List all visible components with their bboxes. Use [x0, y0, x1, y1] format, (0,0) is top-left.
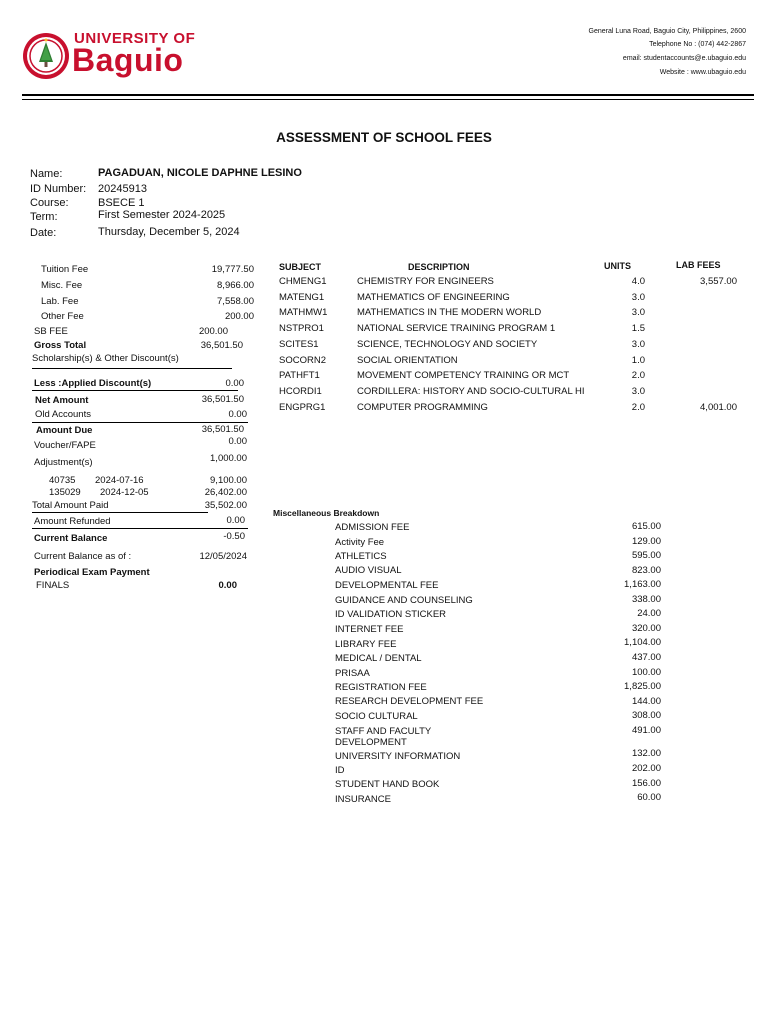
misc-item-label: RESEARCH DEVELOPMENT FEE	[335, 696, 484, 707]
less-discount-value: 0.00	[225, 378, 244, 389]
misc-item-amount: 144.00	[631, 696, 661, 707]
balance-asof-label: Current Balance as of :	[34, 551, 132, 562]
subject-units: 2.0	[631, 370, 645, 381]
old-accounts-label: Old Accounts	[35, 409, 91, 420]
misc-item-amount: 308.00	[631, 710, 661, 721]
payment-date: 2024-07-16	[95, 475, 144, 486]
gross-value: 36,501.50	[200, 340, 243, 351]
divider	[32, 528, 248, 529]
description-header: DESCRIPTION	[408, 262, 470, 272]
subject-units: 3.0	[631, 307, 645, 318]
telephone-text: Telephone No : (074) 442-2867	[649, 41, 746, 48]
divider	[32, 368, 232, 369]
header-divider	[22, 94, 754, 96]
subject-code: ENGPRG1	[279, 402, 326, 413]
document-title: ASSESSMENT OF SCHOOL FEES	[276, 130, 492, 145]
total-paid-label: Total Amount Paid	[32, 500, 109, 511]
payment-amount: 26,402.00	[204, 487, 247, 498]
current-balance-value: -0.50	[223, 531, 245, 542]
payment-ref: 135029	[49, 487, 81, 498]
lab-label: Lab. Fee	[41, 296, 79, 307]
misc-item-amount: 132.00	[631, 748, 661, 759]
periodical-label: Periodical Exam Payment	[34, 567, 150, 578]
misc-item-amount: 823.00	[631, 565, 661, 576]
subject-units: 3.0	[631, 339, 645, 350]
date-label: Date:	[30, 227, 57, 239]
adjustment-value: 1,000.00	[210, 453, 247, 464]
misc-item-label: DEVELOPMENTAL FEE	[335, 580, 439, 591]
misc-item-label: STAFF AND FACULTY DEVELOPMENT	[335, 726, 432, 748]
subject-description: SCIENCE, TECHNOLOGY AND SOCIETY	[357, 339, 538, 350]
misc-item-label: ID	[335, 765, 345, 776]
other-value: 200.00	[224, 311, 254, 322]
subject-description: MOVEMENT COMPETENCY TRAINING OR MCT	[357, 370, 570, 381]
misc-label: Misc. Fee	[41, 280, 83, 291]
university-seal-logo	[22, 32, 70, 80]
voucher-value: 0.00	[228, 436, 247, 447]
refunded-value: 0.00	[226, 515, 245, 526]
id-label: ID Number:	[30, 183, 87, 195]
subject-units: 1.5	[631, 323, 645, 334]
payment-ref: 40735	[49, 475, 76, 486]
website-text: Website : www.ubaguio.edu	[659, 69, 746, 76]
subject-code: MATENG1	[279, 292, 325, 303]
misc-item-amount: 320.00	[631, 623, 661, 634]
subject-header: SUBJECT	[279, 262, 322, 272]
misc-item-label: INTERNET FEE	[335, 624, 404, 635]
student-name: PAGADUAN, NICOLE DAPHNE LESINO	[98, 167, 302, 179]
current-balance-label: Current Balance	[34, 533, 108, 544]
misc-item-label: AUDIO VISUAL	[335, 565, 402, 576]
misc-item-amount: 1,163.00	[624, 579, 661, 590]
student-id: 20245913	[98, 183, 147, 195]
gross-label: Gross Total	[34, 340, 87, 351]
misc-item-label: ATHLETICS	[335, 551, 387, 562]
subject-units: 3.0	[631, 386, 645, 397]
subject-code: CHMENG1	[279, 276, 327, 287]
misc-item-amount: 24.00	[637, 608, 661, 619]
misc-item-amount: 129.00	[631, 536, 661, 547]
subject-units: 2.0	[631, 402, 645, 413]
lab-fees-header: LAB FEES	[676, 260, 721, 270]
finals-value: 0.00	[218, 580, 237, 591]
tuition-label: Tuition Fee	[41, 264, 89, 275]
divider	[32, 422, 248, 423]
misc-item-amount: 60.00	[637, 792, 661, 803]
divider	[32, 512, 208, 513]
misc-item-label: ID VALIDATION STICKER	[335, 609, 447, 620]
subject-units: 4.0	[631, 276, 645, 287]
student-term: First Semester 2024-2025	[98, 209, 226, 221]
university-name: Baguio	[72, 42, 184, 78]
subject-code: PATHFT1	[279, 370, 320, 381]
divider	[32, 390, 238, 391]
net-label: Net Amount	[35, 395, 89, 406]
other-label: Other Fee	[41, 311, 84, 322]
misc-item-label: SOCIO CULTURAL	[335, 711, 418, 722]
misc-item-amount: 338.00	[631, 594, 661, 605]
subject-description: MATHEMATICS OF ENGINEERING	[357, 292, 510, 303]
units-header: UNITS	[604, 261, 631, 271]
misc-item-label: Activity Fee	[335, 537, 385, 548]
subject-description: CORDILLERA: HISTORY AND SOCIO-CULTURAL HI	[357, 386, 585, 397]
university-name-top: UNIVERSITY OF	[74, 30, 196, 47]
subject-description: SOCIAL ORIENTATION	[357, 355, 458, 366]
misc-item-amount: 595.00	[631, 550, 661, 561]
subject-code: MATHMW1	[279, 307, 328, 318]
misc-item-amount: 156.00	[631, 778, 661, 789]
misc-item-label: UNIVERSITY INFORMATION	[335, 751, 461, 762]
less-discount-label: Less :Applied Discount(s)	[34, 378, 152, 389]
old-accounts-value: 0.00	[228, 409, 247, 420]
scholarship-label: Scholarship(s) & Other Discount(s)	[32, 353, 179, 364]
misc-breakdown-title: Miscellaneous Breakdown	[273, 508, 380, 518]
misc-item-label: STUDENT HAND BOOK	[335, 779, 440, 790]
assessment-date: Thursday, December 5, 2024	[98, 226, 240, 238]
subject-units: 1.0	[631, 355, 645, 366]
tuition-value: 19,777.50	[211, 264, 254, 275]
misc-item-label: MEDICAL / DENTAL	[335, 653, 422, 664]
misc-item-label: PRISAA	[335, 668, 370, 679]
misc-item-label: GUIDANCE AND COUNSELING	[335, 595, 473, 606]
finals-label: FINALS	[36, 580, 70, 591]
misc-item-amount: 1,104.00	[624, 637, 661, 648]
sb-value: 200.00	[198, 326, 228, 337]
balance-asof-value: 12/05/2024	[199, 551, 247, 562]
amount-due-label: Amount Due	[36, 425, 93, 436]
adjustment-label: Adjustment(s)	[34, 457, 93, 468]
payment-date: 2024-12-05	[100, 487, 149, 498]
misc-item-amount: 437.00	[631, 652, 661, 663]
subject-description: CHEMISTRY FOR ENGINEERS	[357, 276, 494, 287]
subject-lab-fee: 3,557.00	[700, 276, 737, 287]
subject-lab-fee: 4,001.00	[700, 402, 737, 413]
email-text: email: studentaccounts@e.ubaguio.edu	[622, 55, 746, 62]
voucher-label: Voucher/FAPE	[34, 440, 96, 451]
misc-item-amount: 491.00	[631, 725, 661, 736]
term-label: Term:	[30, 211, 58, 223]
sb-label: SB FEE	[34, 326, 68, 337]
misc-item-label: REGISTRATION FEE	[335, 682, 427, 693]
student-course: BSECE 1	[98, 197, 145, 209]
misc-item-amount: 615.00	[631, 521, 661, 532]
header-divider-thin	[22, 99, 754, 100]
course-label: Course:	[30, 197, 69, 209]
subject-description: NATIONAL SERVICE TRAINING PROGRAM 1	[357, 323, 556, 334]
subject-description: COMPUTER PROGRAMMING	[357, 402, 488, 413]
address-text: General Luna Road, Baguio City, Philippines, 2600	[588, 28, 746, 35]
misc-item-label: INSURANCE	[335, 794, 391, 805]
subject-units: 3.0	[631, 292, 645, 303]
misc-item-label: LIBRARY FEE	[335, 639, 397, 650]
name-label: Name:	[30, 168, 63, 180]
subject-code: NSTPRO1	[279, 323, 324, 334]
misc-item-amount: 1,825.00	[624, 681, 661, 692]
total-paid-value: 35,502.00	[204, 500, 247, 511]
misc-item-amount: 202.00	[631, 763, 661, 774]
misc-value: 8,966.00	[217, 280, 254, 291]
subject-description: MATHEMATICS IN THE MODERN WORLD	[357, 307, 542, 318]
payment-amount: 9,100.00	[210, 475, 247, 486]
amount-due-value: 36,501.50	[201, 424, 244, 435]
misc-item-amount: 100.00	[631, 667, 661, 678]
refunded-label: Amount Refunded	[34, 516, 111, 527]
subject-code: HCORDI1	[279, 386, 322, 397]
lab-value: 7,558.00	[217, 296, 254, 307]
net-value: 36,501.50	[201, 394, 244, 405]
misc-item-label: ADMISSION FEE	[335, 522, 410, 533]
subject-code: SOCORN2	[279, 355, 326, 366]
subject-code: SCITES1	[279, 339, 319, 350]
